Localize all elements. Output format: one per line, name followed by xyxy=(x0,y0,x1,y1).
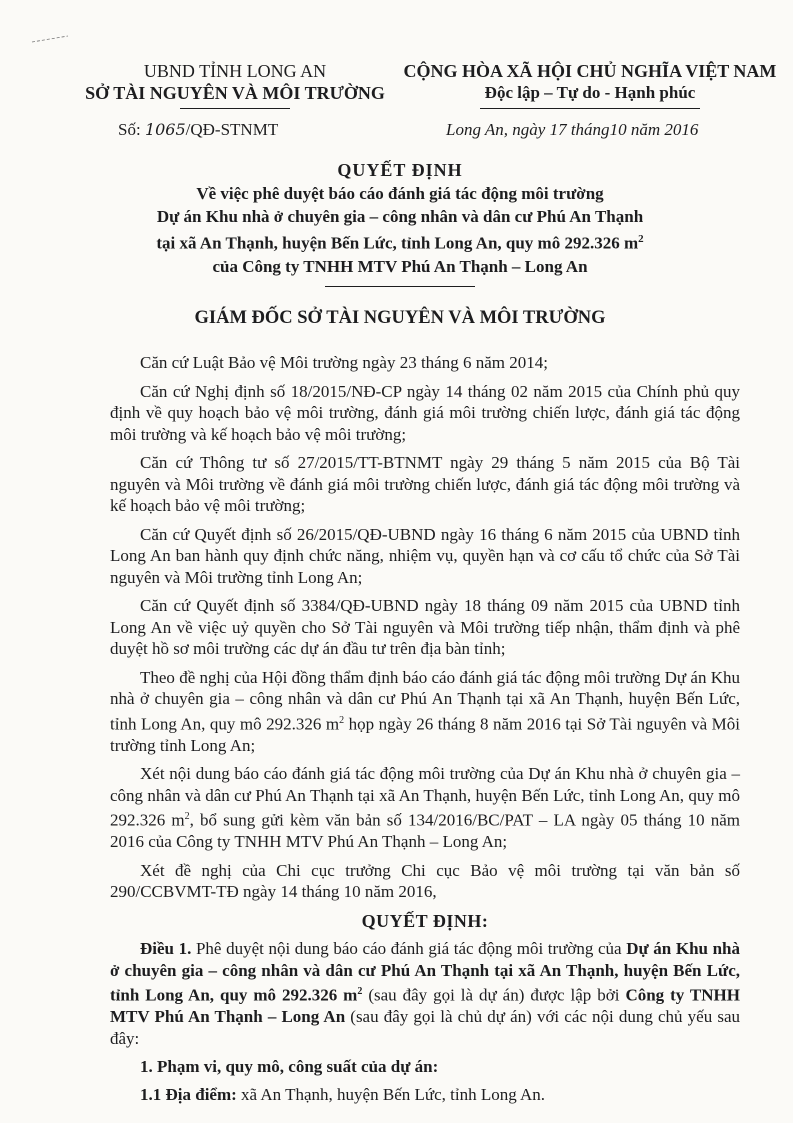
legal-basis-1: Căn cứ Luật Bảo vệ Môi trường ngày 23 tháng 6 năm 2014; xyxy=(140,353,548,372)
review-text-end: , bổ sung gửi kèm văn bản số 134/2016/BC/PAT – LA ngày 05 tháng 10 năm 2016 của Công ty TNHH MTV Phú An Thạnh – Long An; xyxy=(110,810,740,852)
proposal-paragraph xyxy=(110,667,740,757)
scan-mark xyxy=(30,34,70,44)
review-paragraph xyxy=(110,763,740,853)
item-1-1-text: xã An Thạnh, huyện Bến Lức, tỉnh Long An. xyxy=(236,1084,546,1104)
legal-basis-4: Căn cứ Quyết định số 26/2015/QĐ-UBND ngày 16 tháng 6 năm 2015 của UBND tỉnh Long An ban hành quy định chức năng, nhiệm vụ, quyền hạn và cơ cấu tổ chức của Sở Tài nguyên và Môi trường tỉnh Long An; xyxy=(110,524,740,587)
agency-name: SỞ TÀI NGUYÊN VÀ MÔI TRƯỜNG xyxy=(85,83,385,103)
subject-line-3-text: tại xã An Thạnh, huyện Bến Lức, tỉnh Long An, quy mô 292.326 m xyxy=(156,233,639,253)
decision-heading: QUYẾT ĐỊNH: xyxy=(361,910,489,931)
article-1-company: Công ty TNHH MTV Phú An Thạnh – Long An xyxy=(110,985,740,1027)
article-1 xyxy=(110,938,740,1049)
subject-line-3 xyxy=(100,228,700,255)
doc-number-prefix: Số: xyxy=(118,120,145,139)
date-month: 10 xyxy=(609,120,627,139)
document-body xyxy=(110,352,740,1105)
review-sup: 2 xyxy=(184,811,190,823)
article-1-text-2: (sau đây gọi là dự án) được lập bởi xyxy=(362,985,626,1005)
national-header xyxy=(400,60,780,109)
legal-basis-2: Căn cứ Nghị định số 18/2015/NĐ-CP ngày 14 tháng 02 năm 2015 của Chính phủ quy định về quy hoạch bảo vệ môi trường, đánh giá môi trường chiến lược, đánh giá tác động môi trường và kế hoạch bảo vệ môi trường; xyxy=(110,381,740,444)
agency-underline xyxy=(180,108,290,109)
date-prefix: Long An, ngày xyxy=(446,120,550,139)
doc-number-suffix: /QĐ-STNMT xyxy=(185,120,279,139)
article-1-text-3: (sau đây gọi là chủ dự án) với các nội dung chủ yếu sau đây: xyxy=(110,1007,740,1048)
authority-heading: GIÁM ĐỐC SỞ TÀI NGUYÊN VÀ MÔI TRƯỜNG xyxy=(194,308,606,328)
document-number xyxy=(118,120,278,140)
national-motto: Độc lập – Tự do - Hạnh phúc xyxy=(484,83,696,102)
document-title: QUYẾT ĐỊNH xyxy=(337,160,463,180)
review-text: Xét nội dung báo cáo đánh giá tác động môi trường của Dự án Khu nhà ở chuyên gia – công nhân và dân cư Phú An Thạnh tại xã An Thạnh, huyện Bến Lức, tỉnh Long An, quy mô 292.326 m xyxy=(110,764,740,830)
agency-header xyxy=(70,60,400,109)
article-1-sup: 2 xyxy=(357,986,363,998)
request-paragraph: Xét đề nghị của Chi cục trưởng Chi cục Bảo vệ môi trường tại văn bản số 290/CCBVMT-TĐ ngày 14 tháng 10 năm 2016, xyxy=(110,860,740,902)
article-1-label: Điều 1. xyxy=(140,939,192,959)
proposal-sup: 2 xyxy=(339,714,345,726)
title-rule xyxy=(325,286,475,287)
subject-sup: 2 xyxy=(638,233,644,245)
item-1-1-label: 1.1 Địa điểm: xyxy=(140,1084,237,1104)
title-block xyxy=(100,158,700,287)
article-1-project: Dự án Khu nhà ở chuyên gia – công nhân và dân cư Phú An Thạnh tại xã An Thạnh, huyện Bến Lức, tỉnh Long An, quy mô 292.326 m xyxy=(110,939,740,1005)
date-day: 17 xyxy=(549,120,567,139)
date-year: năm 2016 xyxy=(626,120,699,139)
doc-number-value: 1065 xyxy=(144,120,186,139)
legal-basis-5: Căn cứ Quyết định số 3384/QĐ-UBND ngày 18 tháng 09 năm 2015 của UBND tỉnh Long An về việc uỷ quyền cho Sở Tài nguyên và Môi trường tiếp nhận, thẩm định và phê duyệt hồ sơ môi trường các dự án đầu tư trên địa bàn tỉnh; xyxy=(110,596,740,658)
proposal-text: Theo đề nghị của Hội đồng thẩm định báo cáo đánh giá tác động môi trường Dự án Khu nhà ở chuyên gia – công nhân và dân cư Phú An Thạnh tại xã An Thạnh, huyện Bến Lức, tỉnh Long An, quy mô 292.326 m xyxy=(110,667,740,734)
motto-underline xyxy=(480,108,700,109)
date-month-label: tháng xyxy=(566,120,610,139)
legal-basis-3: Căn cứ Thông tư số 27/2015/TT-BTNMT ngày 29 tháng 5 năm 2015 của Bộ Tài nguyên và Môi trường về đánh giá môi trường chiến lược, đánh giá tác động môi trường và kế hoạch bảo vệ môi trường; xyxy=(110,453,740,515)
subject-line-2: Dự án Khu nhà ở chuyên gia – công nhân và dân cư Phú An Thạnh xyxy=(156,207,644,226)
subject-line-1: Về việc phê duyệt báo cáo đánh giá tác động môi trường xyxy=(196,184,604,203)
subject-line-4: của Công ty TNHH MTV Phú An Thạnh – Long An xyxy=(212,256,588,276)
document-date xyxy=(446,120,698,140)
proposal-text-end: họp ngày 26 tháng 8 năm 2016 tại Sở Tài nguyên và Môi trường tỉnh Long An; xyxy=(110,714,740,755)
agency-parent: UBND TỈNH LONG AN xyxy=(143,61,327,81)
item-1-1 xyxy=(110,1084,740,1106)
section-1-heading: 1. Phạm vi, quy mô, công suất của dự án: xyxy=(140,1057,439,1077)
article-1-text: Phê duyệt nội dung báo cáo đánh giá tác động môi trường của xyxy=(191,939,627,959)
national-name: CỘNG HÒA XÃ HỘI CHỦ NGHĨA VIỆT NAM xyxy=(403,61,777,81)
